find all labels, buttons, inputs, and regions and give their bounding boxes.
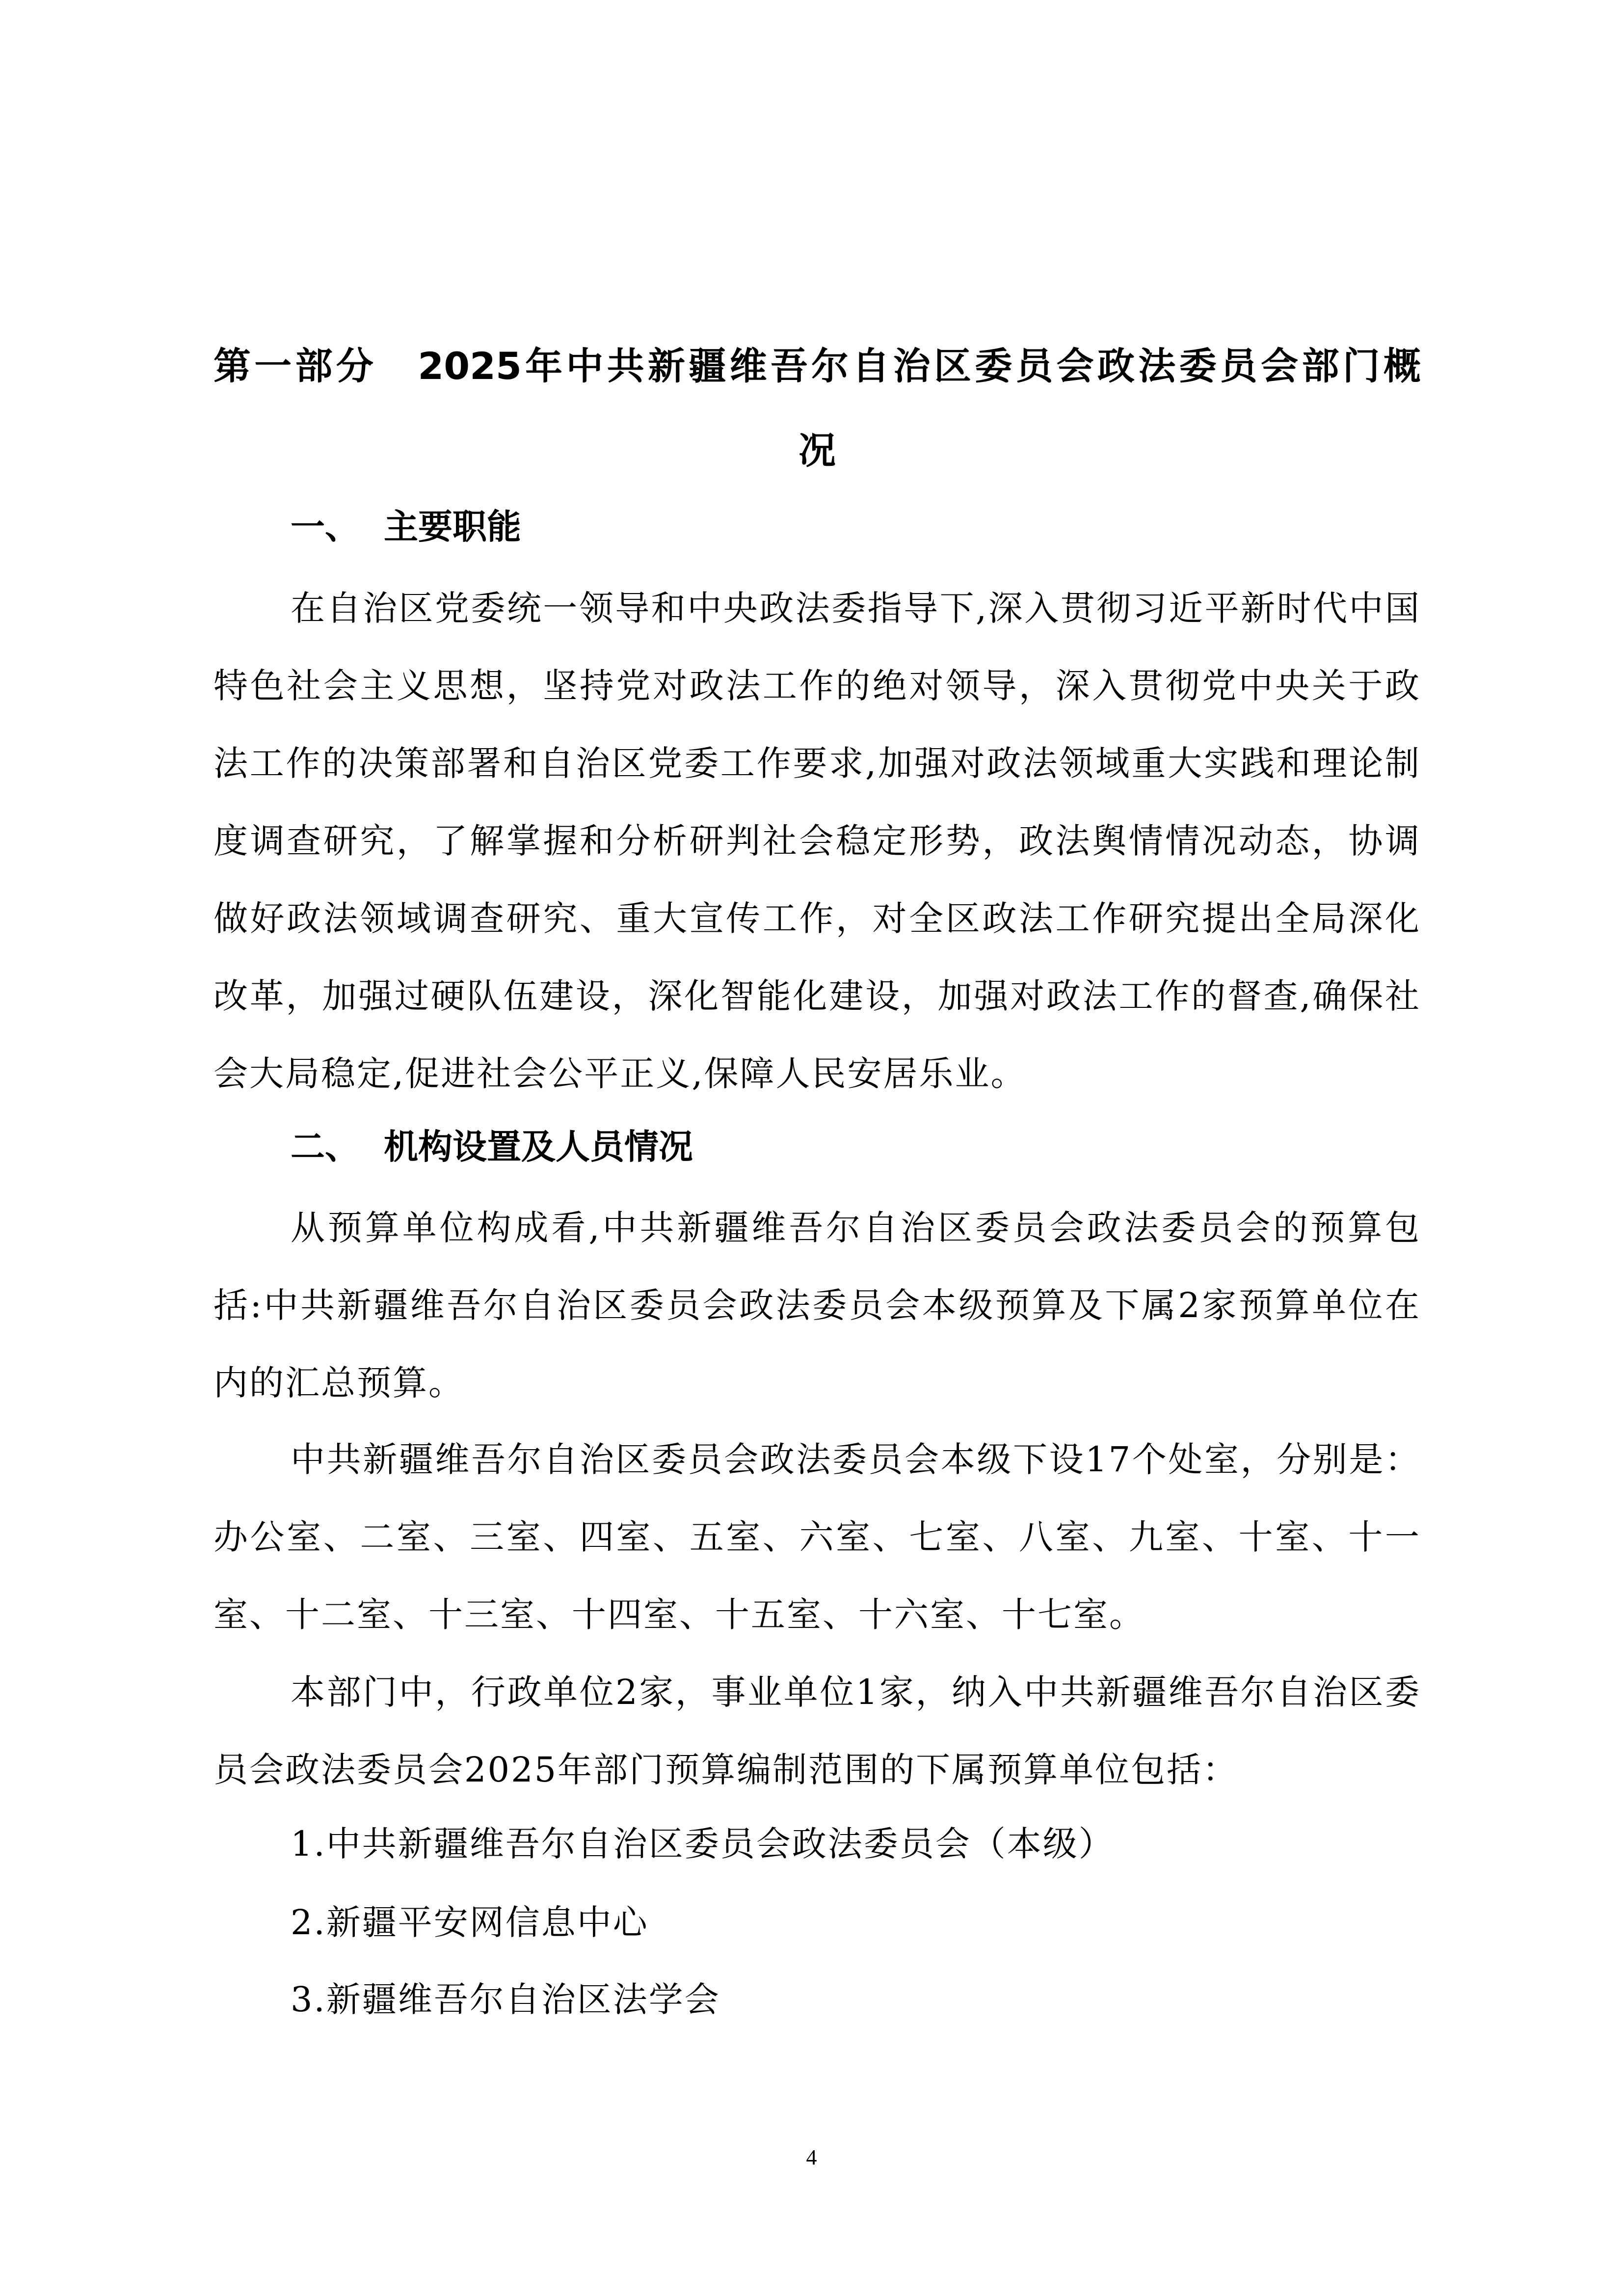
unit-list-item: 2.新疆平安网信息中心 — [291, 1902, 649, 1943]
unit-list-item: 3.新疆维吾尔自治区法学会 — [291, 1979, 720, 2020]
section-title: 主要职能 — [384, 507, 521, 547]
section-heading-main-functions — [291, 502, 521, 551]
page-title-line-2: 况 — [798, 429, 836, 472]
departments-paragraph: 中共新疆维吾尔自治区委员会政法委员会本级下设17个处室，分别是：办公室、二室、三室、四室、五室、六室、七室、八室、九室、十室、十一室、十二室、十三室、十四室、十五室、十六室、十七室。 — [213, 1439, 1421, 1635]
page-title-line-1: 第一部分 2025年中共新疆维吾尔自治区委员会政法委员会部门概 — [213, 344, 1421, 388]
section-title: 机构设置及人员情况 — [384, 1127, 693, 1167]
main-functions-paragraph: 在自治区党委统一领导和中央政法委指导下,深入贯彻习近平新时代中国特色社会主义思想，坚持党对政法工作的绝对领导，深入贯彻党中央关于政法工作的决策部署和自治区党委工作要求,加强对政法领域重大实践和理论制度调查研究，了解掌握和分析研判社会稳定形势，政法舆情情况动态，协调做好政法领域调查研究、重大宣传工作，对全区政法工作研究提出全局深化改革，加强过硬队伍建设，深化智能化建设，加强对政法工作的督查,确保社会大局稳定,促进社会公平正义,保障人民安居乐业。 — [213, 588, 1421, 1094]
page-title — [213, 324, 1421, 493]
units-intro-paragraph: 本部门中，行政单位2家，事业单位1家，纳入中共新疆维吾尔自治区委员会政法委员会2025年部门预算编制范围的下属预算单位包括： — [213, 1672, 1421, 1790]
unit-list-item: 1.中共新疆维吾尔自治区委员会政法委员会（本级） — [291, 1824, 1115, 1864]
section-number: 一、 — [291, 507, 359, 547]
budget-composition-paragraph: 从预算单位构成看,中共新疆维吾尔自治区委员会政法委员会的预算包括:中共新疆维吾尔自治区委员会政法委员会本级预算及下属2家预算单位在内的汇总预算。 — [213, 1208, 1421, 1403]
page-number: 4 — [806, 2145, 817, 2169]
section-heading-organization — [291, 1122, 693, 1171]
section-number: 二、 — [291, 1127, 359, 1167]
